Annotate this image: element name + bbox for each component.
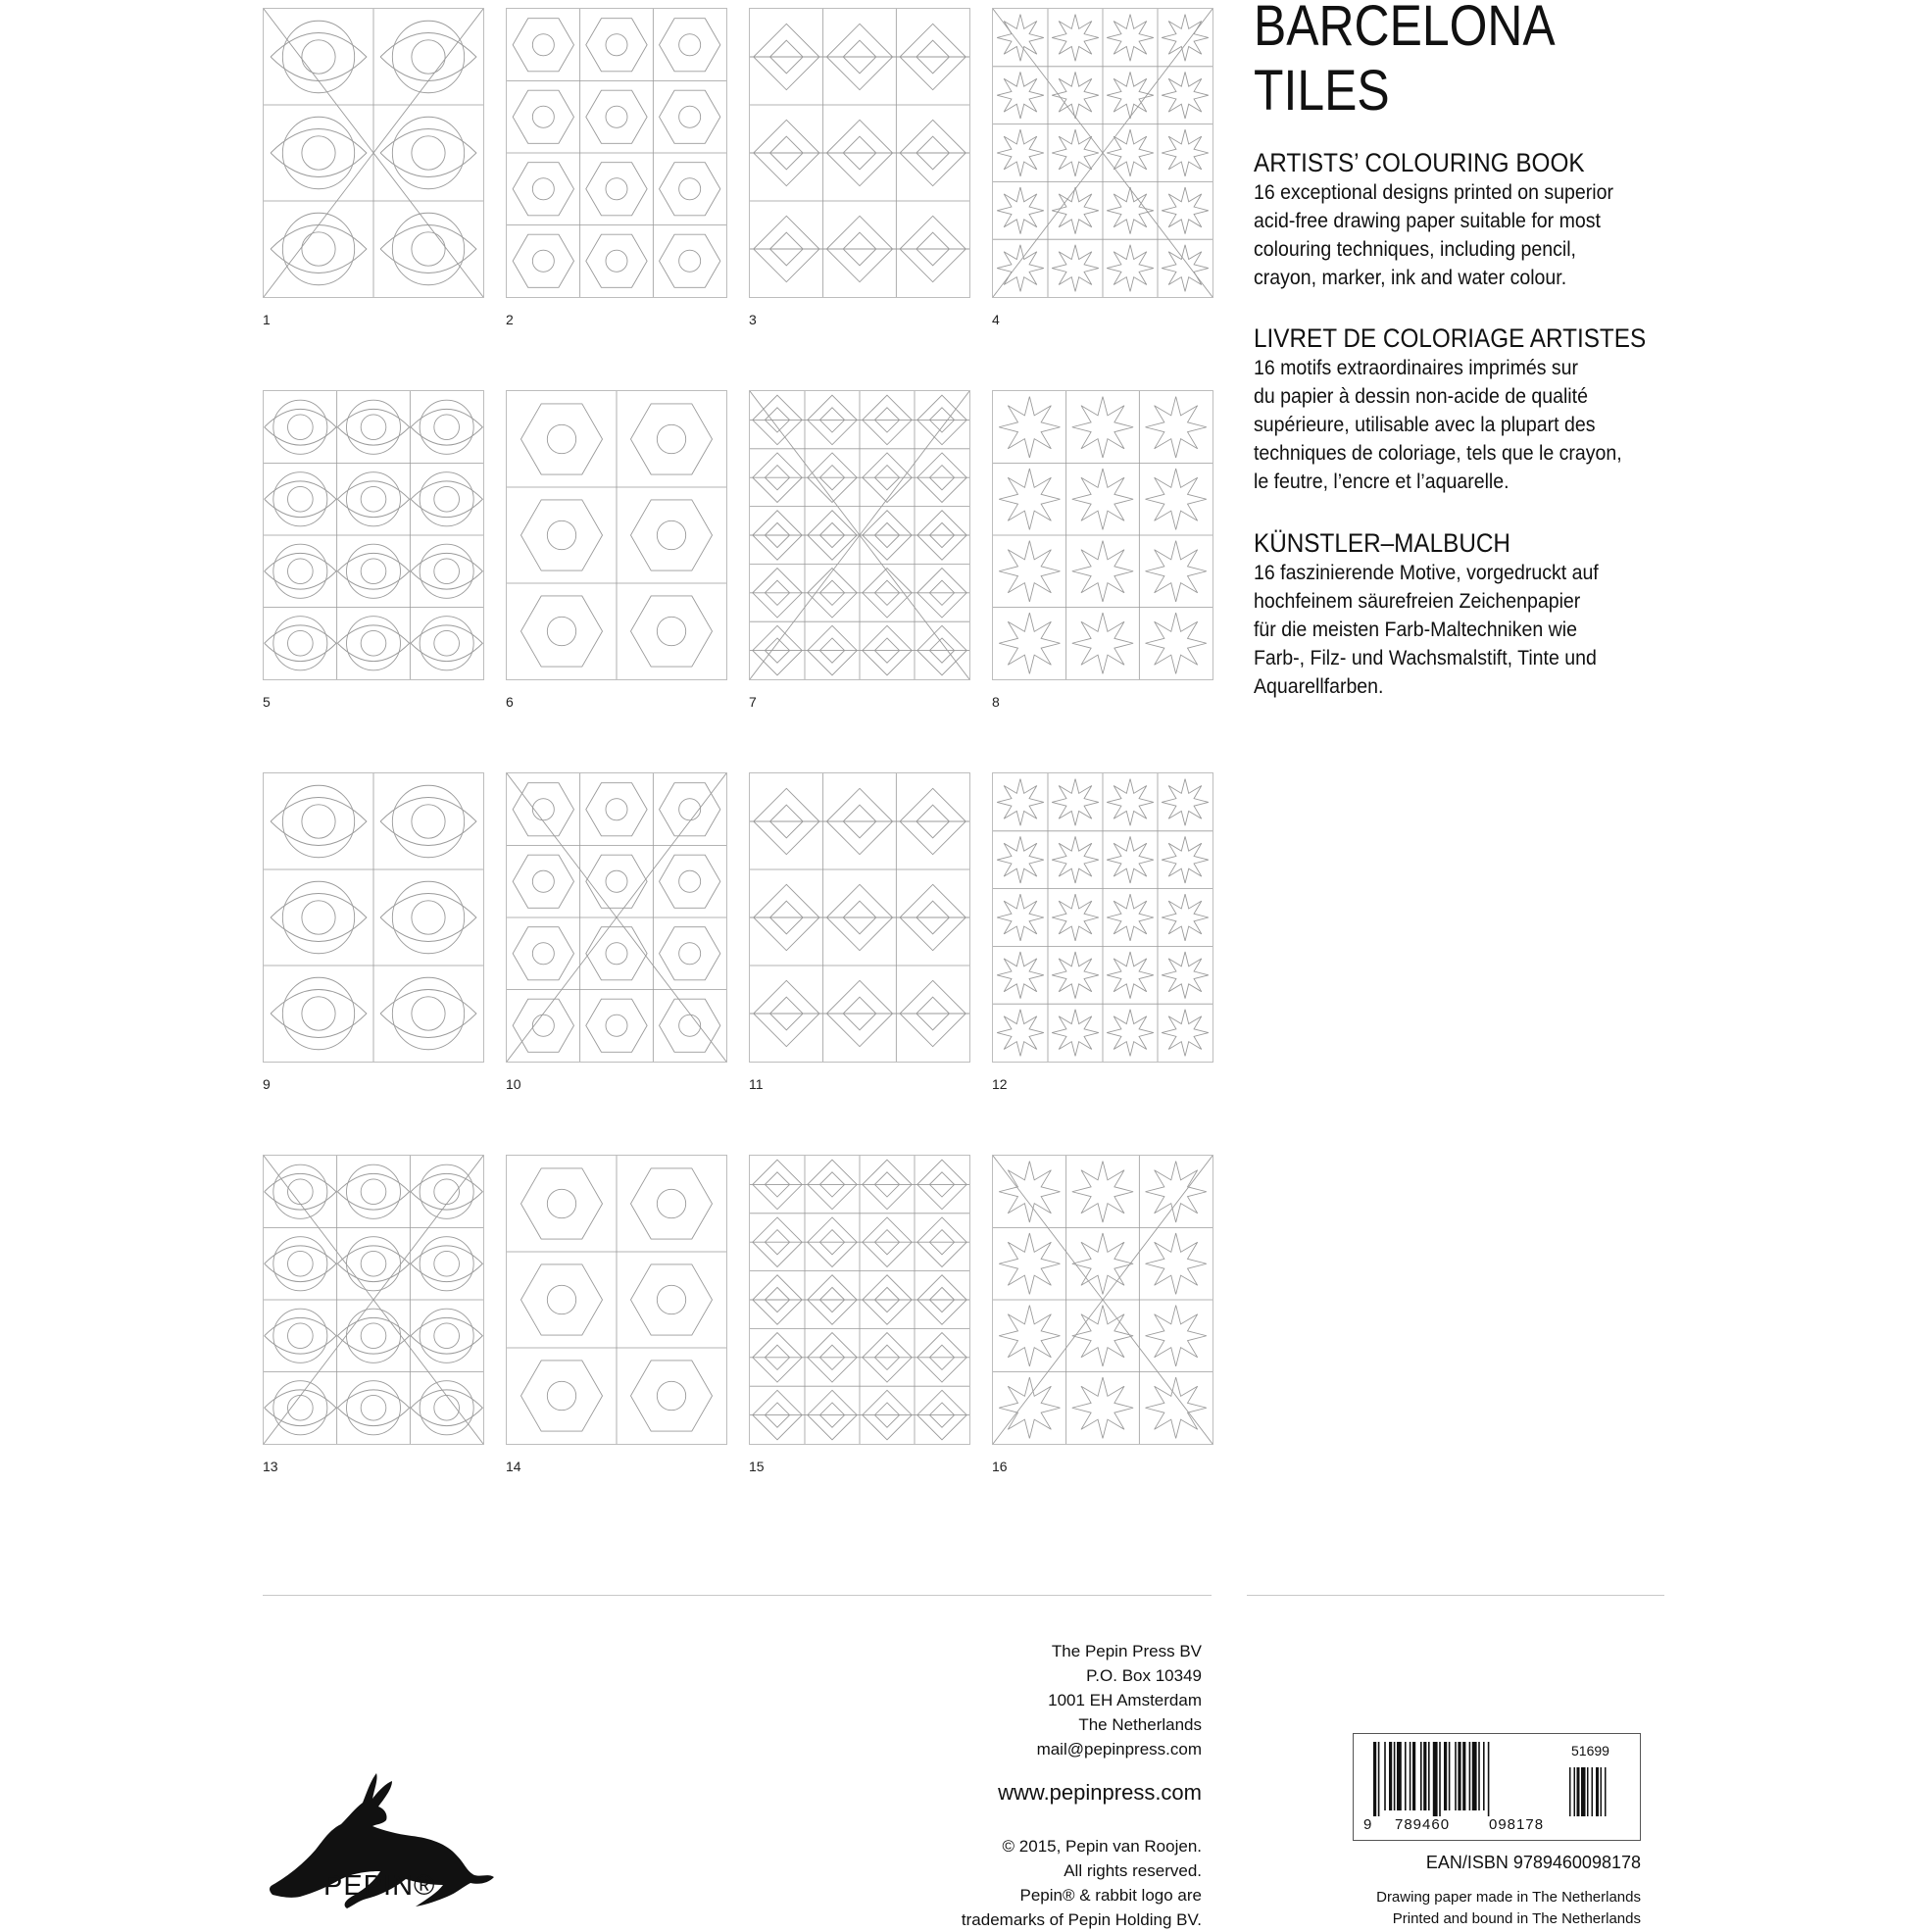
- tile-number: 8: [992, 694, 1000, 710]
- tile-design: [263, 1155, 484, 1445]
- barcode-bar: [1373, 1742, 1376, 1816]
- copyright-notice: [962, 1834, 1202, 1932]
- tile-number: 11: [749, 1076, 764, 1092]
- barcode-bar: [1449, 1742, 1451, 1810]
- tile-number: 5: [263, 694, 271, 710]
- tile-pattern: [993, 9, 1212, 297]
- tile-design: [506, 772, 727, 1063]
- book-title: [1254, 0, 1556, 124]
- tile-pattern: [507, 773, 726, 1062]
- tile-number: 9: [263, 1076, 271, 1092]
- tile-number: 15: [749, 1459, 765, 1474]
- section-heading-english: ARTISTS’ COLOURING BOOK: [1254, 148, 1585, 177]
- tile-pattern: [750, 1156, 969, 1444]
- barcode-bar: [1444, 1742, 1447, 1810]
- tile-pattern: [507, 391, 726, 679]
- tile-pattern: [264, 391, 483, 679]
- address-line: 1001 EH Amsterdam: [1048, 1691, 1202, 1709]
- tile-pattern: [264, 773, 483, 1062]
- publisher-address: [1037, 1639, 1202, 1761]
- barcode-addon-bar: [1605, 1767, 1607, 1816]
- address-line: P.O. Box 10349: [1086, 1666, 1202, 1685]
- barcode-addon-bar: [1592, 1767, 1594, 1816]
- section-french: [1254, 322, 1675, 496]
- tile-design: [506, 390, 727, 680]
- barcode-bar: [1405, 1742, 1407, 1810]
- barcode-bar: [1469, 1742, 1471, 1810]
- address-line: The Netherlands: [1078, 1715, 1202, 1734]
- tile-design: [263, 390, 484, 680]
- tile-pattern: [750, 773, 969, 1062]
- divider-right: [1247, 1595, 1664, 1596]
- barcode-addon-bar: [1601, 1767, 1603, 1816]
- barcode-bar: [1410, 1742, 1411, 1810]
- barcode-addon-bar: [1587, 1767, 1589, 1816]
- tile-number: 16: [992, 1459, 1008, 1474]
- tile-design: [263, 772, 484, 1063]
- section-body-german: 16 faszinierende Motive, vorgedruckt auf hochfeinem säurefreien Zeichenpapier für die meisten Farb-Maltechniken wie Farb-, Filz- und Wachsmalstift, Tinte und Aquarellfarben.: [1254, 562, 1599, 698]
- tile-design: [749, 8, 970, 298]
- print-note: Printed and bound in The Netherlands: [1392, 1910, 1641, 1927]
- barcode-bar: [1378, 1742, 1380, 1816]
- website-link[interactable]: www.pepinpress.com: [998, 1780, 1202, 1805]
- isbn-label: EAN/ISBN 9789460098178: [1425, 1853, 1641, 1872]
- tile-number: 6: [506, 694, 514, 710]
- tile-number: 1: [263, 312, 271, 327]
- barcode-bar: [1483, 1742, 1485, 1810]
- tile-pattern: [750, 391, 969, 679]
- print-note: Drawing paper made in The Netherlands: [1376, 1889, 1641, 1906]
- barcode-bar: [1384, 1742, 1386, 1810]
- tile-pattern: [993, 773, 1212, 1062]
- barcode-addon-bar: [1577, 1767, 1580, 1816]
- tile-pattern: [507, 9, 726, 297]
- barcode-addon-bar: [1569, 1767, 1571, 1816]
- barcode: [1353, 1733, 1641, 1841]
- tile-number: 12: [992, 1076, 1008, 1092]
- section-heading-german: KÜNSTLER–MALBUCH: [1254, 528, 1510, 558]
- barcode-addon-bar: [1574, 1767, 1576, 1816]
- section-heading-french: LIVRET DE COLORIAGE ARTISTES: [1254, 323, 1647, 353]
- barcode-bar: [1394, 1742, 1396, 1810]
- divider-left: [263, 1595, 1212, 1596]
- print-notes: [1376, 1887, 1641, 1930]
- tile-number: 13: [263, 1459, 278, 1474]
- tile-pattern: [993, 391, 1212, 679]
- copyright-line: All rights reserved.: [1064, 1861, 1202, 1880]
- copyright-line: trademarks of Pepin Holding BV.: [961, 1910, 1202, 1929]
- barcode-bar: [1472, 1742, 1477, 1810]
- tile-pattern: [264, 9, 483, 297]
- email-link[interactable]: mail@pepinpress.com: [1036, 1740, 1202, 1759]
- tile-design: [749, 390, 970, 680]
- section-german: [1254, 527, 1675, 701]
- barcode-addon-bar: [1581, 1767, 1586, 1816]
- barcode-addon: 51699: [1571, 1743, 1609, 1759]
- tile-pattern: [264, 1156, 483, 1444]
- barcode-addon-bar: [1596, 1767, 1599, 1816]
- tile-number: 2: [506, 312, 514, 327]
- copyright-line: © 2015, Pepin van Roojen.: [1002, 1837, 1202, 1856]
- title-line-1: BARCELONA: [1254, 0, 1556, 58]
- tile-pattern: [993, 1156, 1212, 1444]
- barcode-bar: [1462, 1742, 1465, 1810]
- title-line-2: TILES: [1254, 59, 1390, 123]
- barcode-bar: [1428, 1742, 1430, 1810]
- barcode-left-digits: 789460: [1395, 1816, 1451, 1833]
- tile-design: [992, 1155, 1213, 1445]
- barcode-bar: [1389, 1742, 1392, 1810]
- tile-number: 4: [992, 312, 1000, 327]
- barcode-bar: [1420, 1742, 1422, 1810]
- tile-design: [749, 1155, 970, 1445]
- tile-design: [749, 772, 970, 1063]
- tile-number: 3: [749, 312, 757, 327]
- tile-design: [992, 390, 1213, 680]
- section-english: [1254, 147, 1675, 292]
- tile-design: [992, 772, 1213, 1063]
- logo-text: PEPIN®: [323, 1870, 436, 1902]
- barcode-bar: [1458, 1742, 1460, 1810]
- tile-design: [263, 8, 484, 298]
- tile-pattern: [507, 1156, 726, 1444]
- barcode-bar: [1488, 1742, 1490, 1816]
- tile-design: [506, 8, 727, 298]
- tile-design: [506, 1155, 727, 1445]
- tile-number: 14: [506, 1459, 521, 1474]
- tile-pattern: [750, 9, 969, 297]
- barcode-bar: [1455, 1742, 1457, 1810]
- tile-number: 10: [506, 1076, 521, 1092]
- barcode-bar: [1433, 1742, 1438, 1816]
- tile-design: [992, 8, 1213, 298]
- copyright-line: Pepin® & rabbit logo are: [1019, 1886, 1202, 1905]
- barcode-bar: [1478, 1742, 1480, 1810]
- barcode-bar: [1423, 1742, 1426, 1810]
- barcode-bar: [1397, 1742, 1402, 1810]
- section-body-english: 16 exceptional designs printed on superior acid-free drawing paper suitable for most colouring techniques, including pencil, crayon, marker, ink and water colour.: [1254, 181, 1613, 289]
- tile-number: 7: [749, 694, 757, 710]
- barcode-lead-digit: 9: [1363, 1816, 1372, 1833]
- barcode-right-digits: 098178: [1489, 1816, 1545, 1833]
- section-body-french: 16 motifs extraordinaires imprimés sur du papier à dessin non-acide de qualité supérieure, utilisable avec la plupart des techniques de coloriage, tels que le crayon, le feutre, l’encre et l’aquarelle.: [1254, 357, 1622, 493]
- address-line: The Pepin Press BV: [1051, 1642, 1202, 1660]
- barcode-bar: [1412, 1742, 1415, 1810]
- barcode-bar: [1439, 1742, 1441, 1816]
